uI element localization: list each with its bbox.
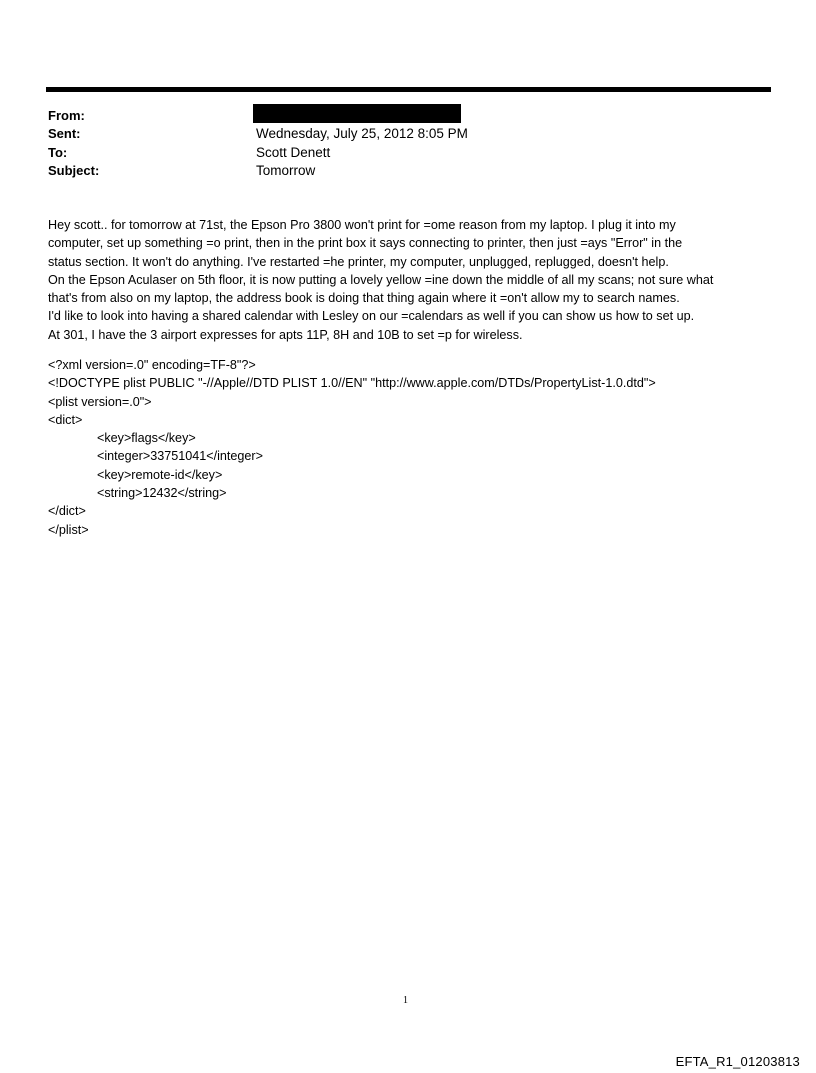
subject-value: Tomorrow — [256, 163, 316, 178]
bates-number: EFTA_R1_01203813 — [675, 1054, 800, 1069]
from-label: From: — [48, 108, 85, 123]
code-line: <key>flags</key> — [97, 431, 196, 446]
page-number: 1 — [403, 995, 408, 1006]
to-value: Scott Denett — [256, 145, 331, 160]
body-line: status section. It won't do anything. I've restarted =he printer, my computer, unplugged, replugged, doesn't help. — [48, 254, 669, 269]
body-line: I'd like to look into having a shared calendar with Lesley on our =calendars as well if you can show us how to set up. — [48, 309, 695, 324]
body-line: computer, set up something =o print, then in the print box it says connecting to printer, then just =ays "Error" in the — [48, 236, 683, 251]
to-label: To: — [48, 145, 68, 160]
code-line: <integer>33751041</integer> — [97, 449, 263, 464]
sent-value: Wednesday, July 25, 2012 8:05 PM — [256, 126, 468, 141]
subject-label: Subject: — [48, 163, 100, 178]
body-line: At 301, I have the 3 airport expresses for apts 11P, 8H and 10B to set =p for wireless. — [48, 327, 523, 342]
sent-label: Sent: — [48, 126, 81, 141]
code-line: <plist version=.0"> — [48, 394, 152, 409]
code-line: <key>remote-id</key> — [97, 467, 223, 482]
code-line: <?xml version=.0" encoding=TF-8"?> — [48, 358, 256, 372]
email-body — [48, 216, 778, 344]
body-line: Hey scott.. for tomorrow at 71st, the Epson Pro 3800 won't print for =ome reason from my laptop. I plug it into my — [48, 218, 676, 232]
code-line: <dict> — [48, 412, 83, 427]
body-line: On the Epson Aculaser on 5th floor, it is now putting a lovely yellow =ine down the middle of all my scans; not sure what — [48, 272, 714, 287]
plist-code-block — [48, 356, 656, 539]
header-divider — [46, 87, 771, 92]
code-line: </dict> — [48, 504, 86, 519]
code-line: </plist> — [48, 522, 89, 537]
body-line: that's from also on my laptop, the address book is doing that thing again where it =on't allow my to search names. — [48, 291, 680, 306]
redaction-box — [253, 104, 461, 123]
code-line: <!DOCTYPE plist PUBLIC "-//Apple//DTD PLIST 1.0//EN" "http://www.apple.com/DTDs/PropertyList-1.0.dtd"> — [48, 376, 656, 391]
code-line: <string>12432</string> — [97, 486, 227, 501]
